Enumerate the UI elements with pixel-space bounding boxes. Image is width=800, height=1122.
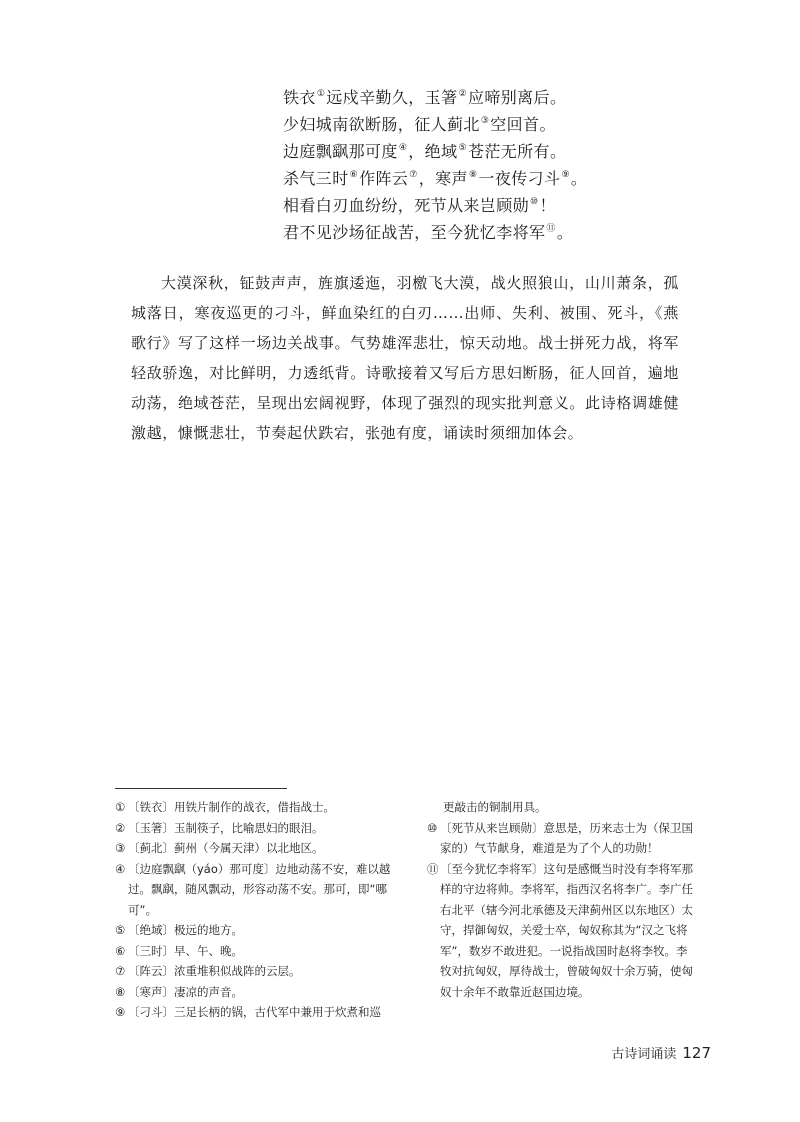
intro-paragraph: 大漠深秋，钲鼓声声，旌旗逶迤，羽檄飞大漠，战火照狼山，山川萧条，孤城落日，寒夜巡更的刁斗，鲜血染红的白刃……出师、失利、被围、死斗，《燕歌行》写了这样一场边关战事。气势雄浑悲壮，惊天动地。战士拼死力战，将军轻敌骄逸，对比鲜明，力透纸背。诗歌接着又写后方思妇断肠，征人回首，遍地动荡，绝域苍茫，呈现出宏阔视野，体现了强烈的现实批判意义。此诗格调雄健激越，慷慨悲壮，节奏起伏跌宕，张弛有度，诵读时须细加体会。 [131,274,679,442]
poem-text: 一夜传刁斗 [478,169,561,188]
poem-line [283,219,703,246]
poem-text: ，绝域 [408,142,458,161]
poem-line [283,84,703,111]
poem [283,84,703,246]
footnote-text: 〔刁斗〕三足长柄的锅，古代军中兼用于炊煮和巡 [128,1005,381,1019]
footnote-number: ③ [115,841,126,855]
poem-line [283,111,703,138]
footnote-marker: ⑧ [468,170,478,180]
footnote-number: ⑤ [115,923,126,937]
footnote [115,838,397,859]
footnote-rule [115,788,287,789]
footnote-marker: ① [316,89,326,99]
footnote [115,982,397,1003]
footnote-text: 〔蓟北〕蓟州（今属天津）以北地区。 [128,841,324,855]
footnote-continuation: 更敲击的铜制用具。 [443,800,547,814]
footnote-marker: ⑦ [409,170,418,180]
page-footer [611,1043,711,1062]
poem-text: 作阵云 [359,169,409,188]
footnote-text: 〔寒声〕凄凉的声音。 [128,984,243,999]
poem-text: 空回首。 [490,115,556,134]
poem-text: 苍茫无所有。 [467,142,567,161]
poem-text: 应啼别离后。 [467,88,567,107]
footnote-number: ⑥ [115,943,126,958]
poem-text: ！ [539,196,556,215]
footnote-marker: ② [458,89,467,99]
poem-text: 。 [556,223,574,242]
poem-text: 边庭飘飖那可度 [283,142,398,161]
footnotes-right-column [427,797,693,1002]
footnote [115,1002,397,1023]
footnote-text: 〔玉箸〕玉制筷子，比喻思妇的眼泪。 [128,820,324,835]
footnote-marker: ⑩ [530,197,539,207]
footnote [427,859,693,1003]
footnote-text: 〔至今犹忆李将军〕这句是感慨当时没有李将军那样的守边将帅。李将军，指西汉名将李广。李广任右北平（辖今河北承德及天津蓟州区以东地区）太守，捍御匈奴，关爱士卒，匈奴称其为“汉之飞将军”，数岁不敢进犯。一说指战国时赵将李牧。李牧对抗匈奴，厚待战士，曾破匈奴十余万骑，使匈奴十余年不敢靠近赵国边境。 [440,861,693,999]
footnote-marker: ⑨ [561,170,570,180]
page-number: 127 [682,1044,711,1062]
footnote-number: ⑩ [427,820,438,835]
footnote [115,920,397,941]
footnote-marker: ⑥ [349,170,359,180]
footnote-number: ⑨ [115,1005,126,1019]
footnote [115,941,397,962]
footnote-marker: ⑤ [458,143,467,153]
footnote [427,818,693,859]
poem-text: 。 [570,169,588,188]
poem-text: 铁衣 [283,88,316,107]
footnote-marker: ③ [480,116,490,126]
footnotes-left-column [115,797,397,1023]
footnote-text: 〔死节从来岂顾勋〕意思是，历来志士为（保卫国家的）气节献身，难道是为了个人的功勋！ [440,820,693,855]
poem-line [283,165,703,192]
poem-line [283,192,703,219]
poem-line [283,138,703,165]
footnote [115,961,397,982]
footnote-number: ② [115,820,126,835]
poem-text: ，寒声 [418,169,468,188]
footnote-text: 〔铁衣〕用铁片制作的战衣，借指战士。 [128,800,335,814]
footnote [115,797,397,818]
footnote-number: ① [115,800,126,814]
poem-text: 君不见沙场征战苦，至今犹忆李将军 [283,223,546,242]
footnote-text: 〔三时〕早、午、晚。 [128,943,243,958]
footnote-number: ⑧ [115,984,126,999]
poem-text: 杀气三时 [283,169,349,188]
footnote [115,818,397,839]
footnote [115,859,397,921]
footnote-text: 〔边庭飘飖（yáo）那可度〕边地动荡不安，难以越过。飘飖，随风飘动，形容动荡不安。那可，即“哪可”。 [128,861,391,917]
footnote-number: ④ [115,861,126,876]
footnote-number: ⑪ [427,861,439,876]
poem-text: 远戍辛勤久，玉箸 [326,88,458,107]
poem-text: 少妇城南欲断肠，征人蓟北 [283,115,480,134]
footnote-text: 〔阵云〕浓重堆积似战阵的云层。 [128,964,301,978]
poem-text: 相看白刃血纷纷，死节从来岂顾勋 [283,196,530,215]
footer-label: 古诗词诵读 [611,1047,677,1062]
footnote-number: ⑦ [115,964,126,978]
footnote-marker: ④ [398,143,408,153]
footnote-text: 〔绝域〕极远的地方。 [128,923,243,937]
footnote-marker: ⑪ [546,224,556,234]
